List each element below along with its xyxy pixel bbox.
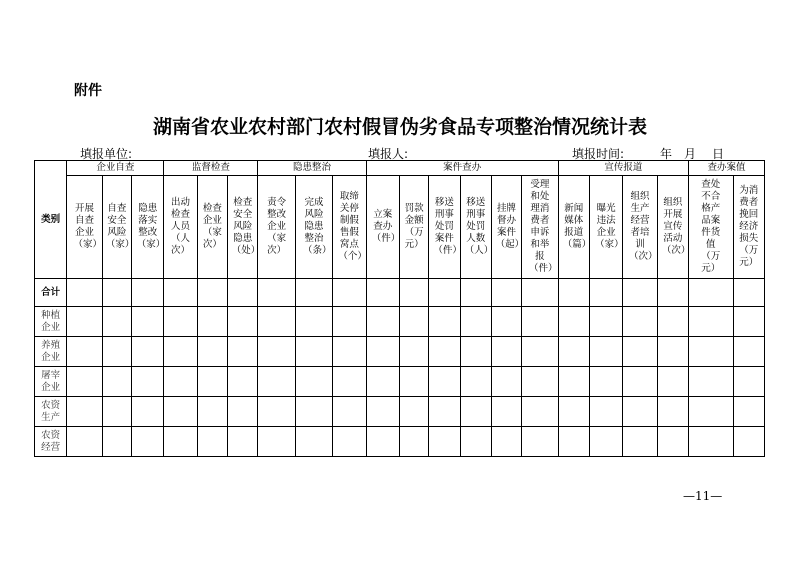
table-cell[interactable] xyxy=(366,427,399,457)
table-cell[interactable] xyxy=(295,367,332,397)
table-cell[interactable] xyxy=(460,367,491,397)
table-cell[interactable] xyxy=(657,427,688,457)
fill-time-label: 填报时间: xyxy=(572,147,625,161)
table-cell[interactable] xyxy=(623,397,657,427)
table-cell[interactable] xyxy=(733,307,765,337)
table-cell[interactable] xyxy=(295,427,332,457)
table-cell[interactable] xyxy=(228,427,258,457)
column-header xyxy=(197,176,227,279)
row-label xyxy=(35,367,67,397)
table-cell[interactable] xyxy=(333,337,366,367)
page-number: —11— xyxy=(683,489,723,503)
table-cell[interactable] xyxy=(623,367,657,397)
column-header-text: 查处不合格产品案件货值（万元） xyxy=(701,179,721,274)
table-cell[interactable] xyxy=(197,427,227,457)
table-cell[interactable] xyxy=(558,367,589,397)
column-header xyxy=(522,176,558,279)
group-header: 查办案值 xyxy=(689,161,765,176)
month-label: 月 xyxy=(684,147,697,161)
column-header xyxy=(399,176,428,279)
column-header-text: 取缔关停制假售假窝点（个） xyxy=(338,191,367,262)
table-cell[interactable] xyxy=(429,367,460,397)
table-cell[interactable] xyxy=(132,427,164,457)
table-cell[interactable] xyxy=(429,397,460,427)
column-header xyxy=(657,176,691,279)
table-cell[interactable] xyxy=(429,307,460,337)
table-cell[interactable] xyxy=(197,307,227,337)
table-cell[interactable] xyxy=(366,337,399,367)
column-header-text: 为消费者挽回经济损失（万元） xyxy=(739,185,759,268)
column-header xyxy=(295,176,332,279)
table-cell[interactable] xyxy=(164,337,197,367)
table-cell[interactable] xyxy=(522,279,558,307)
column-header xyxy=(558,176,592,279)
table-cell[interactable] xyxy=(522,367,558,397)
table-cell[interactable] xyxy=(623,307,657,337)
column-header-text: 自查安全风险（家） xyxy=(105,203,135,250)
table-cell[interactable] xyxy=(522,397,558,427)
table-row xyxy=(35,397,765,427)
table-cell[interactable] xyxy=(460,397,491,427)
table-cell[interactable] xyxy=(657,279,688,307)
table-cell[interactable] xyxy=(399,307,428,337)
table-cell[interactable] xyxy=(589,397,622,427)
table-cell[interactable] xyxy=(67,307,102,337)
table-cell[interactable] xyxy=(258,307,295,337)
table-row xyxy=(35,427,765,457)
column-header xyxy=(164,176,197,279)
group-header: 隐患整治 xyxy=(258,161,366,176)
column-header-text: 完成风险隐患整治（条） xyxy=(303,197,332,256)
table-cell[interactable] xyxy=(333,427,366,457)
page-title: 湖南省农业农村部门农村假冒伪劣食品专项整治情况统计表 xyxy=(152,116,647,138)
column-header-row xyxy=(35,176,765,279)
table-cell[interactable] xyxy=(589,367,622,397)
table-cell[interactable] xyxy=(733,427,765,457)
table-cell[interactable] xyxy=(258,427,295,457)
table-cell[interactable] xyxy=(67,279,102,307)
column-header-text: 立案查办（件） xyxy=(371,209,401,244)
table-cell[interactable] xyxy=(589,279,622,307)
group-header: 宣传报道 xyxy=(558,161,688,176)
table-cell[interactable] xyxy=(102,367,131,397)
table-cell[interactable] xyxy=(558,279,589,307)
table-cell[interactable] xyxy=(228,367,258,397)
category-header: 类别 xyxy=(35,161,67,279)
table-cell[interactable] xyxy=(164,397,197,427)
column-header-text: 组织生产经营者培训（次） xyxy=(629,191,658,262)
table-cell[interactable] xyxy=(689,337,733,367)
table-cell[interactable] xyxy=(333,397,366,427)
column-header-text: 检查企业（家次） xyxy=(202,203,222,250)
table-cell[interactable] xyxy=(558,427,589,457)
table-cell[interactable] xyxy=(164,427,197,457)
column-header xyxy=(333,176,366,279)
table-cell[interactable] xyxy=(333,367,366,397)
attachment-label: 附件 xyxy=(74,83,102,99)
table-cell[interactable] xyxy=(295,307,332,337)
year-label: 年 xyxy=(660,147,673,161)
table-cell[interactable] xyxy=(491,307,521,337)
column-header xyxy=(733,176,765,279)
table-cell[interactable] xyxy=(733,337,765,367)
table-cell[interactable] xyxy=(132,397,164,427)
table-cell[interactable] xyxy=(657,367,688,397)
table-cell[interactable] xyxy=(333,279,366,307)
table-cell[interactable] xyxy=(258,279,295,307)
table-cell[interactable] xyxy=(558,307,589,337)
column-header-text: 新闻媒体报道（篇） xyxy=(562,203,592,250)
table-cell[interactable] xyxy=(258,367,295,397)
table-cell[interactable] xyxy=(366,397,399,427)
column-header-text: 罚款金额（万元） xyxy=(404,203,424,250)
column-header xyxy=(258,176,295,279)
table-cell[interactable] xyxy=(197,279,227,307)
column-header-text: 出动检查人员（人次） xyxy=(171,197,191,256)
group-header: 案件查办 xyxy=(366,161,558,176)
table-cell[interactable] xyxy=(132,337,164,367)
table-cell[interactable] xyxy=(399,337,428,367)
table-cell[interactable] xyxy=(197,337,227,367)
table-cell[interactable] xyxy=(366,307,399,337)
table-cell[interactable] xyxy=(491,397,521,427)
table-cell[interactable] xyxy=(689,397,733,427)
table-cell[interactable] xyxy=(228,307,258,337)
table-cell[interactable] xyxy=(228,397,258,427)
table-cell[interactable] xyxy=(623,337,657,367)
table-cell[interactable] xyxy=(67,427,102,457)
column-header-text: 受理和处理消费者申诉和举报（件） xyxy=(528,179,558,274)
column-header xyxy=(102,176,135,279)
table-cell[interactable] xyxy=(689,427,733,457)
fill-unit-label: 填报单位: xyxy=(80,147,133,161)
column-header-text: 挂牌督办案件（起） xyxy=(495,203,525,250)
column-header-text: 移送刑事处罚案件（件） xyxy=(433,197,462,256)
table-cell[interactable] xyxy=(164,307,197,337)
table-cell[interactable] xyxy=(258,337,295,367)
group-header-row xyxy=(35,161,765,176)
column-header-text: 检查安全风险隐患（处） xyxy=(231,197,261,256)
table-cell[interactable] xyxy=(589,337,622,367)
table-cell[interactable] xyxy=(623,427,657,457)
group-header: 监督检查 xyxy=(164,161,258,176)
column-header xyxy=(460,176,494,279)
table-cell[interactable] xyxy=(657,337,688,367)
table-cell[interactable] xyxy=(399,367,428,397)
table-cell[interactable] xyxy=(102,427,131,457)
day-label: 日 xyxy=(712,147,725,161)
table-cell[interactable] xyxy=(164,279,197,307)
group-header: 企业自查 xyxy=(67,161,164,176)
table-cell[interactable] xyxy=(558,337,589,367)
row-label xyxy=(35,397,67,427)
row-label-text: 种植企业 xyxy=(41,309,61,333)
table-cell[interactable] xyxy=(733,279,765,307)
column-header xyxy=(132,176,164,279)
table-cell[interactable] xyxy=(589,307,622,337)
column-header xyxy=(366,176,399,279)
table-cell[interactable] xyxy=(522,307,558,337)
table-cell[interactable] xyxy=(589,427,622,457)
row-label-text: 农资经营 xyxy=(41,429,61,453)
column-header xyxy=(228,176,261,279)
column-header xyxy=(589,176,622,279)
table-cell[interactable] xyxy=(689,307,733,337)
row-label xyxy=(35,337,67,367)
table-cell[interactable] xyxy=(228,279,258,307)
table-cell[interactable] xyxy=(689,279,733,307)
table-cell[interactable] xyxy=(197,367,227,397)
table-cell[interactable] xyxy=(67,337,102,367)
table-cell[interactable] xyxy=(522,427,558,457)
table-cell[interactable] xyxy=(623,279,657,307)
row-label-text: 农资生产 xyxy=(41,399,61,423)
table-cell[interactable] xyxy=(522,337,558,367)
table-cell[interactable] xyxy=(258,397,295,427)
row-label-text: 屠宰企业 xyxy=(41,369,61,393)
table-cell[interactable] xyxy=(460,427,491,457)
row-label-text: 养殖企业 xyxy=(41,339,61,363)
table-cell[interactable] xyxy=(228,337,258,367)
table-cell[interactable] xyxy=(733,367,765,397)
table-cell[interactable] xyxy=(295,337,332,367)
table-cell[interactable] xyxy=(733,397,765,427)
row-label xyxy=(35,307,67,337)
table-cell[interactable] xyxy=(132,367,164,397)
table-cell[interactable] xyxy=(491,279,521,307)
table-cell[interactable] xyxy=(558,397,589,427)
column-header xyxy=(623,176,657,279)
table-cell[interactable] xyxy=(295,279,332,307)
column-header-text: 曝光违法企业（家） xyxy=(595,203,624,250)
table-cell[interactable] xyxy=(295,397,332,427)
table-cell[interactable] xyxy=(102,279,131,307)
column-header xyxy=(689,176,733,279)
fill-person-label: 填报人: xyxy=(368,147,409,161)
table-cell[interactable] xyxy=(657,397,688,427)
table-cell[interactable] xyxy=(689,367,733,397)
table-cell[interactable] xyxy=(366,367,399,397)
total-row xyxy=(35,279,765,307)
column-header-text: 隐患落实整改（家） xyxy=(136,203,166,250)
column-header xyxy=(491,176,525,279)
table-row xyxy=(35,337,765,367)
column-header xyxy=(429,176,460,279)
table-cell[interactable] xyxy=(460,279,491,307)
table-cell[interactable] xyxy=(67,397,102,427)
table-cell[interactable] xyxy=(102,337,131,367)
column-header xyxy=(67,176,102,279)
table-cell[interactable] xyxy=(399,279,428,307)
table-cell[interactable] xyxy=(102,307,131,337)
table-cell[interactable] xyxy=(491,427,521,457)
table-cell[interactable] xyxy=(460,337,491,367)
table-cell[interactable] xyxy=(491,337,521,367)
table-cell[interactable] xyxy=(132,307,164,337)
column-header-text: 开展自查企业（家） xyxy=(73,203,103,250)
table-cell[interactable] xyxy=(460,307,491,337)
table-cell[interactable] xyxy=(132,279,164,307)
table-cell[interactable] xyxy=(67,367,102,397)
column-header-text: 移送刑事处罚人数（人） xyxy=(464,197,494,256)
table-cell[interactable] xyxy=(366,279,399,307)
table-row xyxy=(35,307,765,337)
table-cell[interactable] xyxy=(399,427,428,457)
statistics-table xyxy=(34,160,765,457)
table-cell[interactable] xyxy=(491,367,521,397)
column-header-text: 组织开展宣传活动（次） xyxy=(661,197,691,256)
table-cell[interactable] xyxy=(429,279,460,307)
total-label: 合计 xyxy=(35,279,67,307)
table-cell[interactable] xyxy=(399,397,428,427)
table-cell[interactable] xyxy=(333,307,366,337)
table-cell[interactable] xyxy=(429,427,460,457)
column-header-text: 责令整改企业（家次） xyxy=(267,197,287,256)
table-cell[interactable] xyxy=(164,367,197,397)
table-row xyxy=(35,367,765,397)
row-label xyxy=(35,427,67,457)
table-cell[interactable] xyxy=(197,397,227,427)
table-cell[interactable] xyxy=(102,397,131,427)
table-cell[interactable] xyxy=(429,337,460,367)
table-cell[interactable] xyxy=(657,307,688,337)
